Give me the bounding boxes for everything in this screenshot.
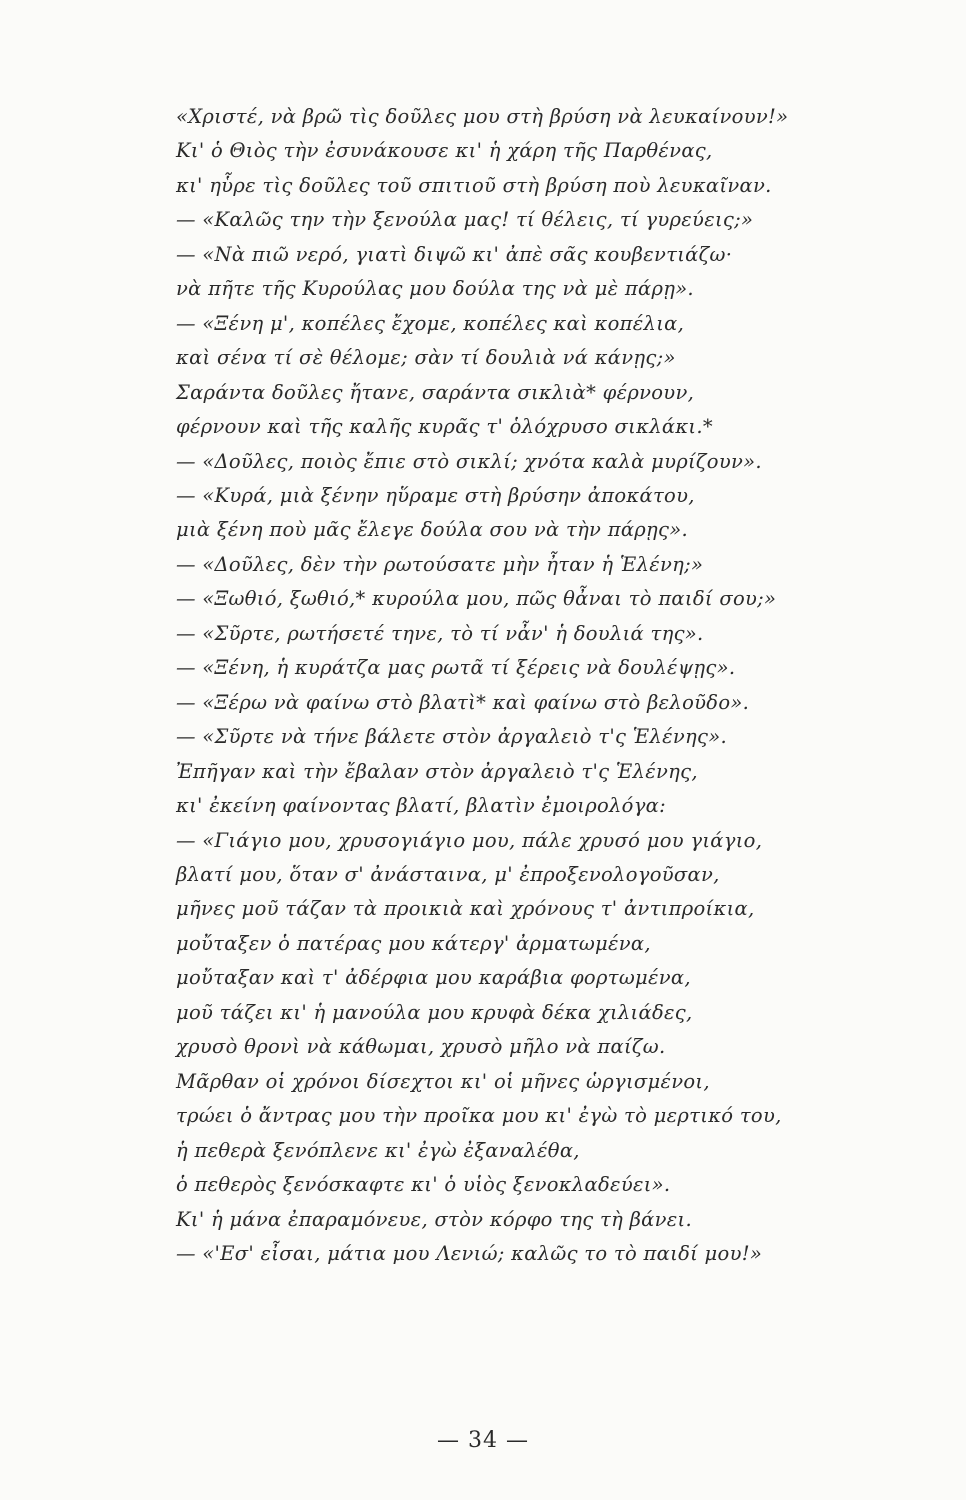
poem-line: — «Δοῦλες, ποιὸς ἔπιε στὸ σικλί; χνότα καλὰ μυρίζουν». — [176, 449, 762, 473]
poem-line: — «Σῦρτε νὰ τήνε βάλετε στὸν ἀργαλειὸ τ'ς Ἑλένης». — [176, 725, 727, 749]
poem-line: — «Καλῶς την τὴν ξενούλα μας! τί θέλεις, τί γυρεύεις;» — [176, 208, 754, 232]
poem-line: ὁ πεθερὸς ξενόσκαφτε κι' ὁ υἱὸς ξενοκλαδεύει». — [176, 1173, 671, 1197]
poem-line: «Χριστέ, νὰ βρῶ τὶς δοῦλες μου στὴ βρύση νὰ λευκαίνουν!» — [176, 105, 789, 128]
poem-line: — «Ξέρω νὰ φαίνω στὸ βλατὶ* καὶ φαίνω στὸ βελοῦδο». — [176, 690, 750, 714]
poem-line: — «Νὰ πιῶ νερό, γιατὶ διψῶ κι' ἀπὲ σᾶς κουβεντιάζω· — [176, 242, 733, 266]
poem-line: μοὔταξεν ὁ πατέρας μου κάτεργ' ἀρματωμένα, — [176, 931, 651, 955]
poem-line: καὶ σένα τί σὲ θέλομε; σὰν τί δουλιὰ νά κάνῃς;» — [176, 346, 676, 370]
poem-line: μοὔταξαν καὶ τ' ἀδέρφια μου καράβια φορτωμένα, — [176, 966, 691, 990]
poem-line: — «Σῦρτε, ρωτήσετέ τηνε, τὸ τί νἆν' ἡ δουλιά της». — [176, 621, 704, 645]
poem-line: κι' ἐκείνη φαίνοντας βλατί, βλατὶν ἐμοιρολόγα: — [176, 794, 667, 818]
poem-line: Κι' ἡ μάνα ἐπαραμόνευε, στὸν κόρφο της τὴ βάνει. — [176, 1207, 692, 1231]
poem-line: — «'Εσ' εἶσαι, μάτια μου Λενιώ; καλῶς το τὸ παιδί μου!» — [176, 1241, 763, 1265]
poem-line: ἡ πεθερὰ ξενόπλενε κι' ἐγὼ ἐξαναλέθα, — [176, 1138, 580, 1162]
poem-line: κι' ηὗρε τὶς δοῦλες τοῦ σπιτιοῦ στὴ βρύση ποὺ λευκαῖναν. — [176, 173, 772, 197]
poem-line: — «Ξωθιό, ξωθιό,* κυρούλα μου, πῶς θἆναι τὸ παιδί σου;» — [176, 587, 777, 611]
poem-line: φέρνουν καὶ τῆς καλῆς κυρᾶς τ' ὁλόχρυσο σικλάκι.* — [176, 415, 713, 439]
poem-line: νὰ πῆτε τῆς Κυρούλας μου δούλα της νὰ μὲ πάρῃ». — [176, 277, 694, 301]
poem-line: — «Ξένη, ἡ κυράτζα μας ρωτᾶ τί ξέρεις νὰ δουλέψῃς». — [176, 656, 736, 680]
poem-line: — «Ξένη μ', κοπέλες ἔχομε, κοπέλες καὶ κοπέλια, — [176, 311, 685, 335]
poem-line: τρώει ὁ ἄντρας μου τὴν προῖκα μου κι' ἐγὼ τὸ μερτικό του, — [176, 1104, 782, 1128]
poem-line: Ἐπῆγαν καὶ τὴν ἔβαλαν στὸν ἀργαλειὸ τ'ς Ἑλένης, — [176, 759, 698, 783]
page-number: — 34 — — [437, 1428, 529, 1453]
poem-line: μοῦ τάζει κι' ἡ μανούλα μου κρυφὰ δέκα χιλιάδες, — [176, 1000, 693, 1024]
poem-line: Κι' ὁ Θιὸς τὴν ἐσυνάκουσε κι' ἡ χάρη τῆς Παρθένας, — [176, 139, 713, 163]
poem-line: — «Γιάγιο μου, χρυσογιάγιο μου, πάλε χρυσό μου γιάγιο, — [176, 828, 763, 852]
poem-line: μῆνες μοῦ τάζαν τὰ προικιὰ καὶ χρόνους τ' ἀντιπροίκια, — [176, 897, 755, 921]
poem-line: Μᾶρθαν οἱ χρόνοι δίσεχτοι κι' οἱ μῆνες ὡργισμένοι, — [176, 1069, 710, 1093]
poem-line: χρυσὸ θρονὶ νὰ κάθωμαι, χρυσὸ μῆλο νὰ παίζω. — [176, 1035, 666, 1059]
poem-line: — «Κυρά, μιὰ ξένην ηὕραμε στὴ βρύσην ἀποκάτου, — [176, 483, 695, 507]
poem-line: μιὰ ξένη ποὺ μᾶς ἔλεγε δούλα σου νὰ τὴν πάρῃς». — [176, 518, 688, 542]
poem-line: Σαράντα δοῦλες ἤτανε, σαράντα σικλιὰ* φέρνουν, — [176, 380, 695, 404]
poem-line: βλατί μου, ὅταν σ' ἀνάσταινα, μ' ἐπροξενολογοῦσαν, — [176, 862, 720, 886]
poem-text — [176, 100, 916, 1271]
poem-line: — «Δοῦλες, δὲν τὴν ρωτούσατε μὴν ἦταν ἡ Ἑλένη;» — [176, 552, 704, 576]
